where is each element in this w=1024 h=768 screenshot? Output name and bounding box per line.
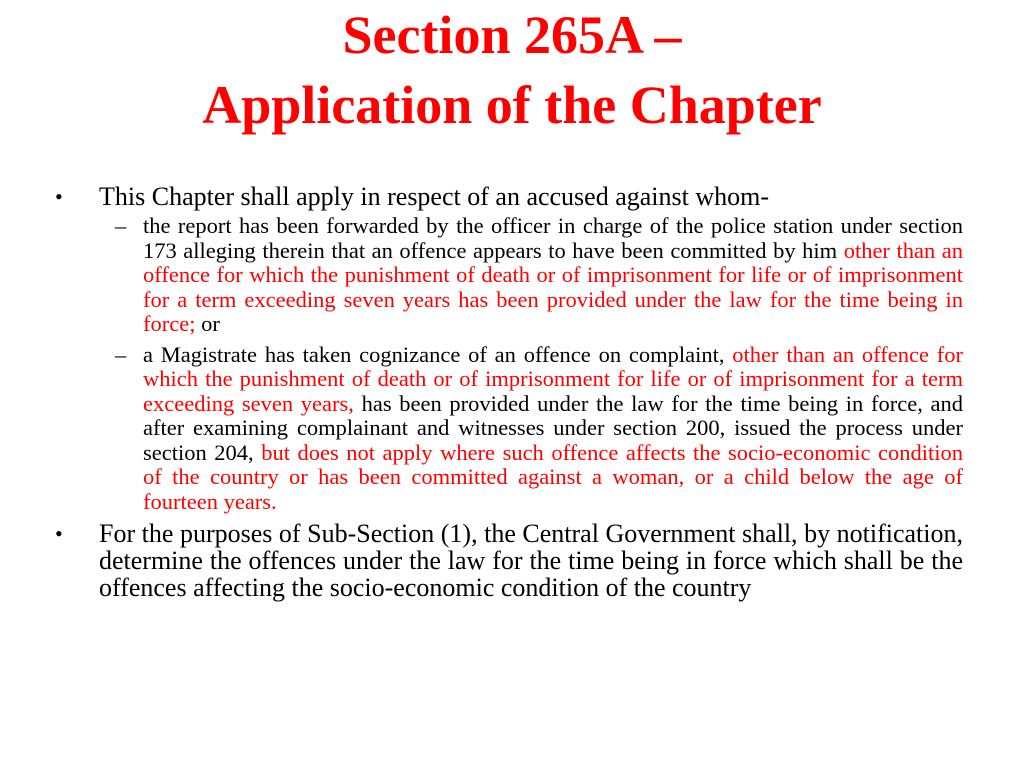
sub-item-exception-highlight: but does not apply where such offence affects the socio-economic condition of the country or has been committed against a woman, or a child below the age of fourteen years. bbox=[143, 439, 964, 514]
slide-title bbox=[0, 0, 1024, 140]
slide-title-line-1: Section 265A – bbox=[342, 5, 682, 65]
sub-item-highlight: other than an offence for which the punishment of death or of imprisonment for life or of imprisonment for a term exceeding seven years has been provided under the law for the time being in force; bbox=[143, 237, 963, 336]
sub-item-highlight: other than an offence for which the punishment of death or of imprisonment for life or of imprisonment for a term exceeding seven years, bbox=[143, 341, 963, 416]
bullet-text: For the purposes of Sub-Section (1), the Central Government shall, by notification, determine the offences under the law for the time being in force which shall be the offences affecting the socio-economic condition of the country bbox=[99, 519, 963, 602]
sub-item-text-middle: has been provided under the law for the time being in force, and after examining complainant and witnesses under section 200, issued the process under section 204, bbox=[143, 390, 963, 465]
sub-item-magistrate-complaint bbox=[115, 341, 964, 515]
slide-content bbox=[55, 183, 963, 601]
bullet-item-2 bbox=[55, 520, 963, 601]
dash-marker: – bbox=[115, 213, 127, 238]
sub-item-police-report bbox=[115, 213, 963, 337]
dash-marker: – bbox=[115, 341, 127, 367]
sub-item-text-end: or bbox=[195, 311, 220, 336]
bullet-marker: • bbox=[55, 184, 63, 209]
bullet-text: This Chapter shall apply in respect of an accused against whom- bbox=[99, 182, 770, 211]
bullet-marker: • bbox=[55, 521, 63, 546]
sub-item-text: a Magistrate has taken cognizance of an offence on complaint, bbox=[143, 341, 733, 367]
bullet-item-1 bbox=[55, 183, 963, 210]
slide-title-line-2: Application of the Chapter bbox=[202, 75, 822, 135]
sub-item-text: the report has been forwarded by the officer in charge of the police station under section 173 alleging therein that an offence appears to have been committed by him bbox=[143, 213, 963, 263]
